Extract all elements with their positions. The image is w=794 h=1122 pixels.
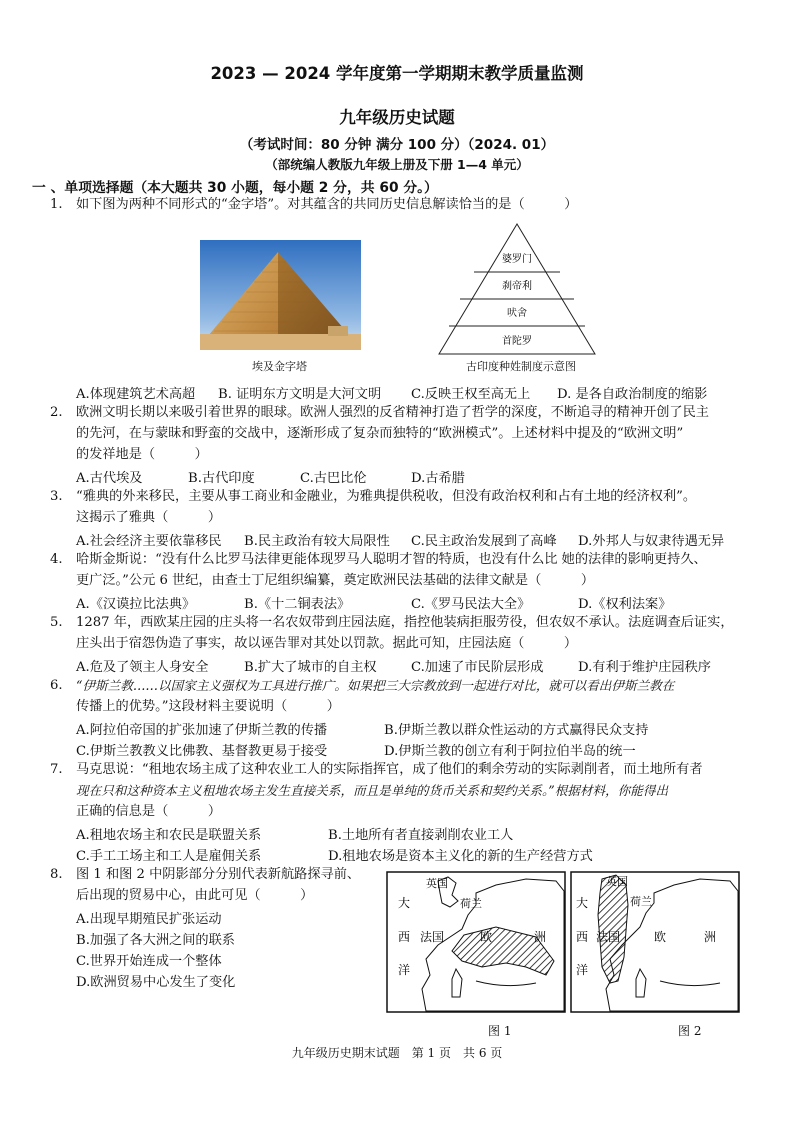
q6-line-2: 传播上的优势。”这段材料主要说明（ ） [76,699,340,714]
q3-line-2: 这揭示了雅典（ ） [76,510,222,525]
map2-label-england: 英国 [606,875,628,888]
q1-option-b[interactable]: B. 证明东方文明是大河文明 [218,387,382,402]
q8-option-a[interactable]: A.出现早期殖民扩张运动 [76,912,222,927]
map2-label-atlantic-1: 大 [576,896,589,910]
q5-line-1: 1287 年，西欧某庄园的庄头将一名农奴带到庄园法庭，指控他装病拒服劳役，但农奴不承认。法庭调查后证实， [76,615,734,630]
map1-label-europe-2: 洲 [534,930,547,944]
q4-line-2: 更广泛。”公元 6 世纪，由查士丁尼组织编纂，奠定欧洲民法基础的法律文献是（ ） [76,573,595,588]
q7-option-c[interactable]: C.手工工场主和工人是雇佣关系 [76,849,262,864]
exam-title: 2023 — 2024 学年度第一学期期末教学质量监测 [210,64,584,83]
q4-option-c[interactable]: C.《罗马民法大全》 [411,597,531,612]
map1-label-atlantic-3: 洋 [398,963,411,977]
q5-option-b[interactable]: B.扩大了城市的自主权 [244,660,377,675]
egypt-pyramid-image [200,240,361,350]
q4-number: 4. [50,552,63,567]
map2-label-atlantic-3: 洋 [576,963,589,977]
q6-option-b[interactable]: B.伊斯兰教以群众性运动的方式赢得民众支持 [384,723,649,738]
q6-option-c[interactable]: C.伊斯兰教教义比佛教、基督教更易于接受 [76,744,328,759]
q7-line-2: 现在只和这种资本主义租地农场主发生直接关系，而且是单纯的货币关系和契约关系。”根据材料，你能得出 [76,783,669,798]
caste-kshatriya: 刹帝利 [502,281,532,292]
map1-label-atlantic-2: 西 [398,930,411,944]
q5-option-d[interactable]: D.有利于维护庄园秩序 [578,660,711,675]
q5-option-c[interactable]: C.加速了市民阶层形成 [411,660,544,675]
section-heading: 一 、单项选择题（本大题共 30 小题，每小题 2 分，共 60 分。） [32,180,438,196]
fig2-caption: 图 2 [678,1024,702,1038]
caste-shudra: 首陀罗 [502,336,532,347]
trade-center-map-2 [570,871,740,1013]
subject-title: 九年级历史试题 [339,108,455,127]
q5-option-a[interactable]: A.危及了领主人身安全 [76,660,209,675]
exam-info: （考试时间：80 分钟 满分 100 分）（2024. 01） [239,137,555,153]
map2-label-europe-2: 洲 [704,930,717,944]
q4-option-d[interactable]: D.《权利法案》 [578,597,672,612]
q6-option-d[interactable]: D.伊斯兰教的创立有利于阿拉伯半岛的统一 [384,744,636,759]
q8-line-1: 图 1 和图 2 中阴影部分分别代表新航路探寻前、 [76,867,361,882]
map1-label-france: 法国 [420,930,445,944]
q6-option-a[interactable]: A.阿拉伯帝国的扩张加速了伊斯兰教的传播 [76,723,328,738]
q7-option-a[interactable]: A.租地农场主和农民是联盟关系 [76,828,262,843]
q3-option-c[interactable]: C.民主政治发展到了高峰 [411,534,557,549]
q7-line-1: 马克思说：“租地农场主成了这种农业工人的实际指挥官，成了他们的剩余劳动的实际剥削者，而土地所有者 [76,762,703,777]
page-footer: 九年级历史期末试题 第 1 页 共 6 页 [291,1046,503,1060]
q2-line-3: 的发祥地是（ ） [76,447,208,462]
caste-brahmin: 婆罗门 [502,254,532,265]
q8-option-c[interactable]: C.世界开始连成一个整体 [76,954,222,969]
q6-line-1: “伊斯兰教……以国家主义强权为工具进行推广。如果把三大宗教放到一起进行对比，就可以看出伊斯兰教在 [76,678,675,693]
q3-option-b[interactable]: B.民主政治有较大局限性 [244,534,390,549]
q2-option-d[interactable]: D.古希腊 [411,471,465,486]
q8-option-d[interactable]: D.欧洲贸易中心发生了变化 [76,975,236,990]
map2-label-france: 法国 [596,930,621,944]
q7-line-3: 正确的信息是（ ） [76,804,222,819]
q1-stem: 如下图为两种不同形式的“金字塔”。对其蕴含的共同历史信息解读恰当的是（ ） [76,197,578,212]
q2-number: 2. [50,405,63,420]
q1-option-c[interactable]: C.反映王权至高无上 [411,387,531,402]
q5-line-2: 庄头出于宿怨伪造了事实，故以诬告罪对其处以罚款。据此可知，庄园法庭（ ） [76,636,578,651]
map1-label-europe-1: 欧 [480,930,493,944]
q6-number: 6. [50,678,63,693]
caste-pyramid-diagram [437,222,597,357]
q7-option-b[interactable]: B.土地所有者直接剥削农业工人 [328,828,514,843]
q4-option-a[interactable]: A.《汉谟拉比法典》 [76,597,196,612]
q7-option-d[interactable]: D.租地农场是资本主义化的新的生产经营方式 [328,849,593,864]
q3-number: 3. [50,489,63,504]
q2-line-1: 欧洲文明长期以来吸引着世界的眼球。欧洲人强烈的反省精神打造了哲学的深度，不断追寻的精神开创了民主 [76,405,709,420]
q2-option-b[interactable]: B.古代印度 [188,471,255,486]
q3-option-d[interactable]: D.外邦人与奴隶待遇无异 [578,534,725,549]
caste-vaishya: 吠舍 [507,308,527,319]
q7-number: 7. [50,762,63,777]
map1-label-netherlands: 荷兰 [460,897,482,910]
q1-option-a[interactable]: A.体现建筑艺术高超 [76,387,196,402]
map2-label-atlantic-2: 西 [576,930,589,944]
q8-option-b[interactable]: B.加强了各大洲之间的联系 [76,933,235,948]
q5-number: 5. [50,615,63,630]
q2-option-a[interactable]: A.古代埃及 [76,471,143,486]
edition-info: （部统编人教版九年级上册及下册 1—4 单元） [265,157,529,172]
map1-label-atlantic-1: 大 [398,896,411,910]
q4-option-b[interactable]: B.《十二铜表法》 [244,597,351,612]
q8-number: 8. [50,867,63,882]
trade-center-map-1 [386,871,566,1013]
q1-option-d[interactable]: D. 是各自政治制度的缩影 [557,387,708,402]
q3-line-1: “雅典的外来移民，主要从事工商业和金融业，为雅典提供税收，但没有政治权利和占有土地的经济权利”。 [76,489,697,504]
caste-caption: 古印度种姓制度示意图 [466,360,576,373]
q8-line-2: 后出现的贸易中心，由此可见（ ） [76,888,314,903]
q2-line-2: 的先河，在与蒙昧和野蛮的交战中，逐渐形成了复杂而独特的“欧洲模式”。上述材料中提及的“欧洲文明” [76,426,684,441]
q1-number: 1. [50,197,63,212]
q3-option-a[interactable]: A.社会经济主要依靠移民 [76,534,222,549]
map2-label-europe-1: 欧 [654,930,667,944]
fig1-caption: 图 1 [488,1024,512,1038]
map2-label-netherlands: 荷兰 [630,895,652,908]
map1-label-england: 英国 [426,877,448,890]
q2-option-c[interactable]: C.古巴比伦 [300,471,367,486]
egypt-caption: 埃及金字塔 [252,360,307,373]
q4-line-1: 哈斯金斯说：“没有什么比罗马法律更能体现罗马人聪明才智的特质，也没有什么比 她的法律的影响更持久、 [76,552,707,567]
